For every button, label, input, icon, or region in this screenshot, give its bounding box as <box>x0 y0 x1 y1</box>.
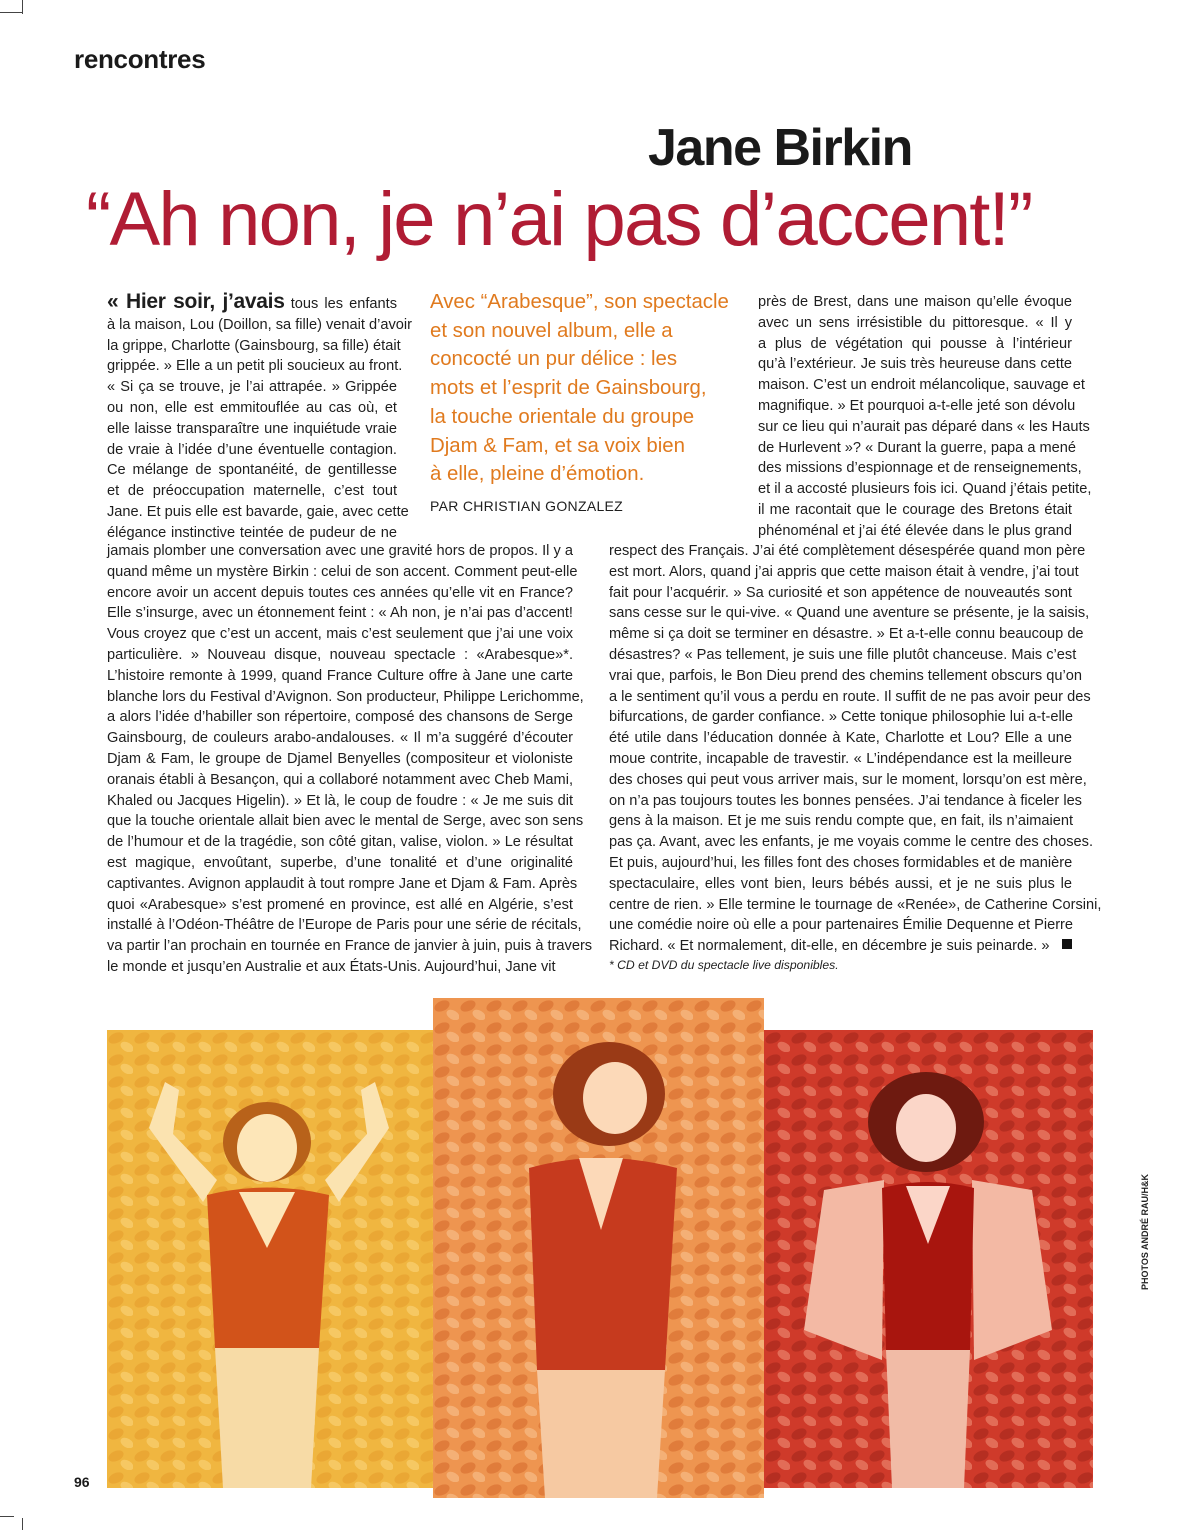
standfirst-line: à elle, pleine d’émotion. <box>430 463 645 486</box>
article-line: Richard. « Et normalement, dit-elle, en décembre je suis peinarde. » <box>609 938 1050 955</box>
article-line: oranais établi à Besançon, qui a collaboré notamment avec Cheb Mami, <box>107 771 573 788</box>
article-line: Vous croyez que c’est un accent, mais c’est seulement que j’ai une voix <box>107 626 573 643</box>
article-line: a le sentiment qu’il vous a perdu en route. Il suffit de ne pas avoir peur des <box>609 688 1091 705</box>
article-line: avec un sens irrésistible du pittoresque. « Il y <box>758 314 1072 331</box>
article-line: quoi «Arabesque» s’est promené en province, est allé en Algérie, s’est <box>107 896 573 913</box>
article-line: pas ça. Avant, avec les enfants, je me voyais comme le centre des choses. <box>609 834 1094 851</box>
article-column-1-bottom <box>107 541 593 978</box>
article-line: jamais plomber une conversation avec une gravité hors de propos. Il y a <box>107 543 573 559</box>
article-line: Jane. Et puis elle est bavarde, gaie, avec cette <box>107 503 409 520</box>
byline: PAR CHRISTIAN GONZALEZ <box>430 498 624 514</box>
article-line: blanche lors du Festival d’Avignon. Son producteur, Philippe Lerichomme, <box>107 688 584 705</box>
article-line: on n’a pas toujours toutes les bonnes pensées. J’ai tendance à ficeler les <box>609 792 1082 809</box>
article-line: sur ce lieu qui n’aurait pas déparé dans « les Hauts <box>758 418 1090 435</box>
photo-illustration <box>764 1030 1093 1488</box>
article-line: installé à l’Odéon-Théâtre de l’Europe de Paris pour une série de récitals, <box>107 917 582 934</box>
article-line: Khaled ou Jacques Higelin). » Et là, le coup de foudre : « Je me suis dit <box>107 792 573 809</box>
photo-credit: PHOTOS ANDRÉ RAU/H&K <box>1140 1173 1150 1290</box>
article-line: respect des Français. J’ai été complètement désespérée quand mon père <box>609 543 1086 559</box>
photo-hands-raised <box>107 1030 433 1488</box>
end-of-article-mark <box>1062 939 1072 949</box>
crop-mark <box>22 0 23 14</box>
article-line: a alors l’idée d’habiller son répertoire, composé des chansons de Serge <box>107 709 573 726</box>
photo-illustration <box>107 1030 433 1488</box>
article-line: a plus de végétation qui pousse à l’intérieur <box>758 335 1072 352</box>
article-line: Et puis, aujourd’hui, les filles font des choses formidables et de manière <box>609 854 1073 871</box>
article-line: fait pour l’acquérir. » Sa curiosité et son appétence de nouveautés sont <box>609 584 1072 601</box>
standfirst-line: mots et l’esprit de Gainsbourg, <box>430 377 707 400</box>
photo-illustration <box>433 998 764 1498</box>
article-line: magnifique. » Et pourquoi a-t-elle jeté son dévolu <box>758 397 1076 414</box>
section-label: rencontres <box>74 44 206 74</box>
article-line: particulière. » Nouveau disque, nouveau spectacle : «Arabesque»*. <box>107 646 573 663</box>
article-line: le monde et jusqu’en Australie et aux États-Unis. Aujourd’hui, Jane vit <box>107 958 556 975</box>
article-line: désastres? « Pas tellement, je suis une fille plutôt chanceuse. Mais c’est <box>609 646 1077 663</box>
article-line: « Si ça se trouve, je l’ai attrapée. » Grippée <box>107 379 397 396</box>
article-line: qu’à l’extérieur. Je suis très heureuse dans cette <box>758 356 1072 373</box>
article-line: il me racontait que le courage des Bretons était <box>758 501 1072 518</box>
crop-mark <box>0 12 22 13</box>
article-line: bifurcations, de garder confiance. » Cette tonique philosophie lui a-t-elle <box>609 709 1074 726</box>
article-line: centre de rien. » Elle termine le tournage de «Renée», de Catherine Corsini, <box>609 896 1102 913</box>
article-line: moue contrite, incapable de travestir. « L’indépendance est la meilleure <box>609 750 1072 767</box>
crop-mark <box>0 1516 14 1517</box>
article-line: des choses qui peut vous arriver mais, sur le moment, lorsqu’on est mère, <box>609 771 1087 788</box>
article-line: de l’humour et de la tragédie, son côté gitan, valise, violon. » Le résultat <box>107 834 573 851</box>
article-line: Djam & Fam, le groupe de Djamel Benyelles (compositeur et violoniste <box>107 750 573 767</box>
page-number: 96 <box>74 1474 90 1490</box>
article-line: de vraie à l’idée d’une éventuelle contagion. <box>107 441 397 458</box>
article-line: à la maison, Lou (Doillon, sa fille) venait d’avoir <box>107 316 412 333</box>
crop-mark <box>22 1518 23 1530</box>
article-line: même si ça doit se terminer en désastre. » Et a-t-elle connu beaucoup de <box>609 626 1084 643</box>
article-line: Gainsbourg, de couleurs arabo-andalouses. « Il m’a suggéré d’écouter <box>107 730 573 747</box>
article-line: ou non, elle est emmitouflée au cas où, et <box>107 399 397 416</box>
article-line: est magique, envoûtant, superbe, d’une tonalité et d’une originalité <box>107 854 573 871</box>
article-line: maison. C’est un endroit mélancolique, sauvage et <box>758 377 1085 394</box>
article-line: est mort. Alors, quand j’ai appris que cette maison était à vendre, j’ai tout <box>609 563 1079 580</box>
article-line: elle laisse transparaître une inquiétude vraie <box>107 420 397 437</box>
article-line: phénoménal et j’ai été élevée dans le plus grand <box>758 522 1072 539</box>
article-line: Elle s’insurge, avec un étonnement feint : « Ah non, je n’ai pas d’accent! <box>107 605 573 622</box>
photo-laughing-head-tilted <box>433 998 764 1498</box>
standfirst-line: et son nouvel album, elle a <box>430 319 673 342</box>
article-column-2-top <box>758 292 1092 542</box>
footnote: * CD et DVD du spectacle live disponibles. <box>609 958 839 972</box>
photo-jacket-open <box>764 1030 1093 1488</box>
article-line: encore avoir un accent depuis toutes ces années qu’elle vit en France? <box>107 584 573 601</box>
article-name-title: Jane Birkin <box>648 119 912 177</box>
article-line: de Hurlevent »? « Durant la guerre, papa a mené <box>758 439 1077 456</box>
article-line: quand même un mystère Birkin : celui de son accent. Comment peut-elle <box>107 563 578 580</box>
article-line: une comédie noire où elle a pour partenaires Émilie Dequenne et Pierre <box>609 917 1074 934</box>
article-line: vrai que, parfois, le Bon Dieu prend des chemins tellement obscurs qu’on <box>609 667 1082 684</box>
article-line: captivantes. Avignon applaudit à tout rompre Jane et Djam & Fam. Après <box>107 875 578 892</box>
article-line: que la touche orientale allait bien avec le mental de Serge, avec son sens <box>107 813 584 830</box>
article-line: spectaculaire, elles vont bien, leurs bébés aussi, et je ne suis plus le <box>609 875 1072 892</box>
article-line: L’histoire remonte à 1999, quand France Culture offre à Jane une carte <box>107 667 573 684</box>
article-line: été utile dans l’éducation donnée à Kate, Charlotte et Lou? Elle a une <box>609 730 1072 747</box>
headline-quote: “Ah non, je n’ai pas d’accent!” <box>86 177 1032 262</box>
standfirst-line: Djam & Fam, et sa voix bien <box>430 434 685 457</box>
article-line: élégance instinctive teintée de pudeur de ne <box>107 524 397 541</box>
article-line: tous les enfants <box>290 296 397 312</box>
standfirst-line: la touche orientale du groupe <box>430 405 695 428</box>
standfirst-line: Avec “Arabesque”, son spectacle <box>430 291 729 313</box>
article-line: gens à la maison. Et je me suis rendu compte que, en fait, ils n’aimaient <box>609 813 1073 830</box>
standfirst-line: concocté un pur délice : les <box>430 348 678 371</box>
article-line: sans cesse sur le qui-vive. « Quand une aventure se présente, je la saisis, <box>609 605 1090 622</box>
article-column-2-bottom <box>609 541 1102 957</box>
article-line: grippée. » Elle a un petit pli soucieux au front. <box>107 358 403 375</box>
article-line: et de préoccupation maternelle, c’est tout <box>107 483 397 500</box>
article-lede: « Hier soir, j’avais <box>107 290 285 313</box>
article-line: et il a accosté plusieurs fois ici. Quand j’étais petite, <box>758 481 1092 498</box>
article-column-1-top <box>107 290 412 544</box>
article-line: va partir l’an prochain en tournée en France de janvier à juin, puis à travers <box>107 938 593 955</box>
article-line: Ce mélange de spontanéité, de gentillesse <box>107 462 397 479</box>
standfirst <box>430 288 735 489</box>
article-line: près de Brest, dans une maison qu’elle évoque <box>758 294 1072 310</box>
article-line: la grippe, Charlotte (Gainsbourg, sa fille) était <box>107 337 401 354</box>
article-line: des missions d’espionnage et de renseignements, <box>758 460 1082 477</box>
